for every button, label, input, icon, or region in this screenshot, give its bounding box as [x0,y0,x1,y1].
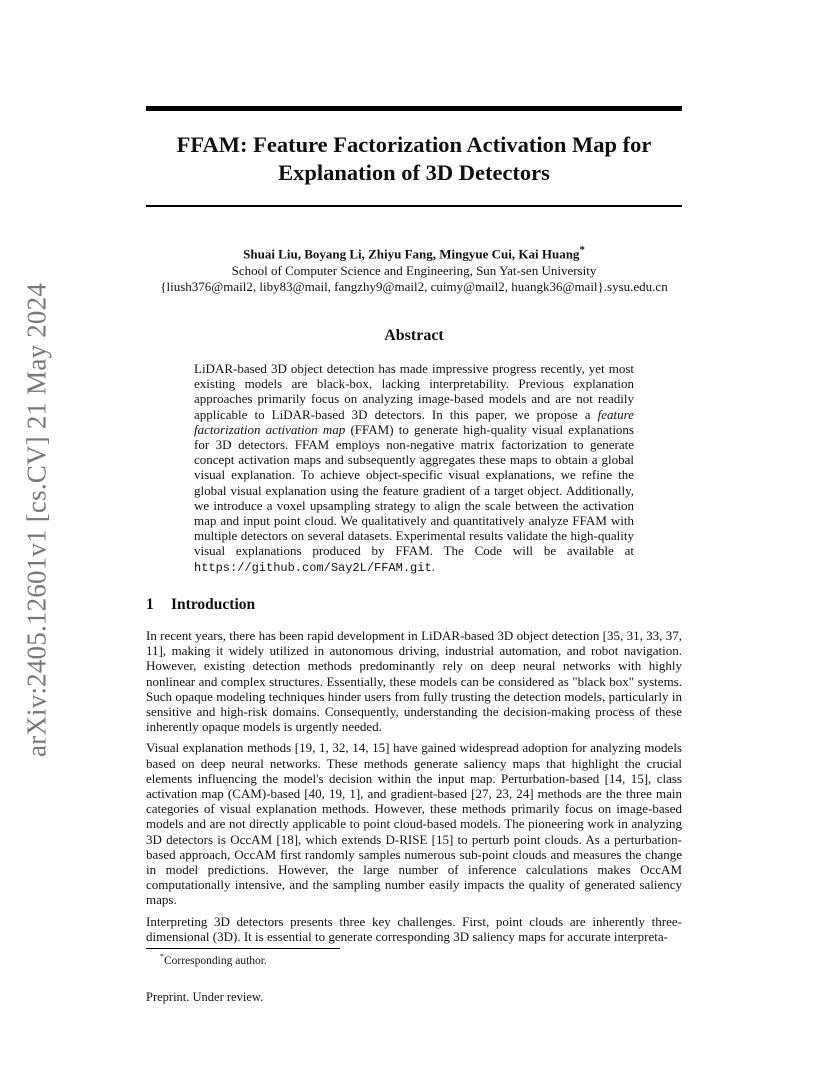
section-number: 1 [146,596,154,613]
title-line-2: Explanation of 3D Detectors [278,160,550,185]
footnote-rule [146,948,340,949]
intro-paragraph-3: Interpreting 3D detectors presents three key challenges. First, point clouds are inherently three-dimensional (3D). It is essential to generate corresponding 3D saliency maps for accurate interpreta- [146,913,682,944]
title-line-1: FFAM: Feature Factorization Activation Map for [176,132,652,157]
title-bottom-rule [146,205,682,207]
author-emails: {liush376@mail2, liby83@mail, fangzhy9@mail2, cuimy@mail2, huangk36@mail}.sysu.edu.cn [160,279,668,295]
title-top-rule [146,106,682,111]
section-title: Introduction [171,596,256,613]
footnote-mark: * [160,952,164,961]
introduction-body [146,628,682,950]
code-url-link[interactable]: https://github.com/Say2L/FFAM.git [194,560,432,575]
corresponding-author-mark: * [579,244,585,256]
abstract-body [194,361,634,576]
affiliation: School of Computer Science and Engineering, Sun Yat-sen University [231,262,597,278]
abstract-text-part1: LiDAR-based 3D object detection has made impressive progress recently, yet most existing models are black-box, lacking interpretability. Previous explanation approaches primarily focus on analyzing image-based models and are not readily applicable to LiDAR-based 3D detectors. In this paper, we propose a [194,361,634,422]
abstract-heading: Abstract [384,327,444,344]
intro-paragraph-1: In recent years, there has been rapid development in LiDAR-based 3D object detection [35, 31, 33, 37, 11], making it widely utilized in autonomous driving, industrial automation, and robot navigation. However, existing detection methods predominantly rely on deep neural networks with highly nonlinear and complex structures. Essentially, these models can be considered as "black box" systems. Such opaque modeling techniques hinder users from fully trusting the detection models, particularly in sensitive and high-risk domains. Consequently, understanding the decision-making process of these inherently opaque models is urgently needed. [146,628,682,735]
intro-paragraph-2: Visual explanation methods [19, 1, 32, 14, 15] have gained widespread adoption for analyzing models based on deep neural networks. These methods generate saliency maps that highlight the crucial elements influencing the model's decision within the input map. Perturbation-based [14, 15], class activation map (CAM)-based [40, 19, 1], and gradient-based [27, 23, 24] methods are the three main categories of visual explanation methods. However, these methods primarily focus on image-based models and are not directly applicable to point cloud-based models. The pioneering work in analyzing 3D detectors is OccAM [18], which extends D-RISE [15] to perturb point clouds. As a perturbation-based approach, OccAM first randomly samples numerous sub-point clouds and measures the change in model predictions. However, the large number of inference calculations makes OccAM computationally intensive, and the sampling number easily impacts the quality of generated saliency maps. [146,740,682,908]
abstract-text-part2: (FFAM) to generate high-quality visual explanations for 3D detectors. FFAM employs non-negative matrix factorization to generate concept activation maps and subsequently aggregates these maps to obtain a global visual explanation. To achieve object-specific visual explanations, we refine the global visual explanation using the feature gradient of a target object. Additionally, we introduce a voxel upsampling strategy to align the scale between the activation map and input point cloud. We qualitatively and quantitatively analyze FFAM with multiple detectors on several datasets. Experimental results validate the high-quality visual explanations produced by FFAM. The Code will be available at [194,421,634,559]
paper-title [146,131,682,187]
arxiv-side-stamp [22,280,52,760]
arxiv-identifier: arXiv:2405.12601v1 [cs.CV] 21 May 2024 [21,282,52,758]
abstract-end: . [431,558,435,574]
footnote-text: Corresponding author. [164,954,267,967]
author-names-line [146,242,682,263]
author-block [146,242,682,296]
preprint-notice: Preprint. Under review. [146,990,264,1004]
abstract-italic-term: feature factorization activation map [194,406,634,437]
section-heading-introduction [146,596,255,614]
footnote [160,952,267,967]
author-names: Shuai Liu, Boyang Li, Zhiyu Fang, Mingyue Cui, Kai Huang [243,246,580,262]
